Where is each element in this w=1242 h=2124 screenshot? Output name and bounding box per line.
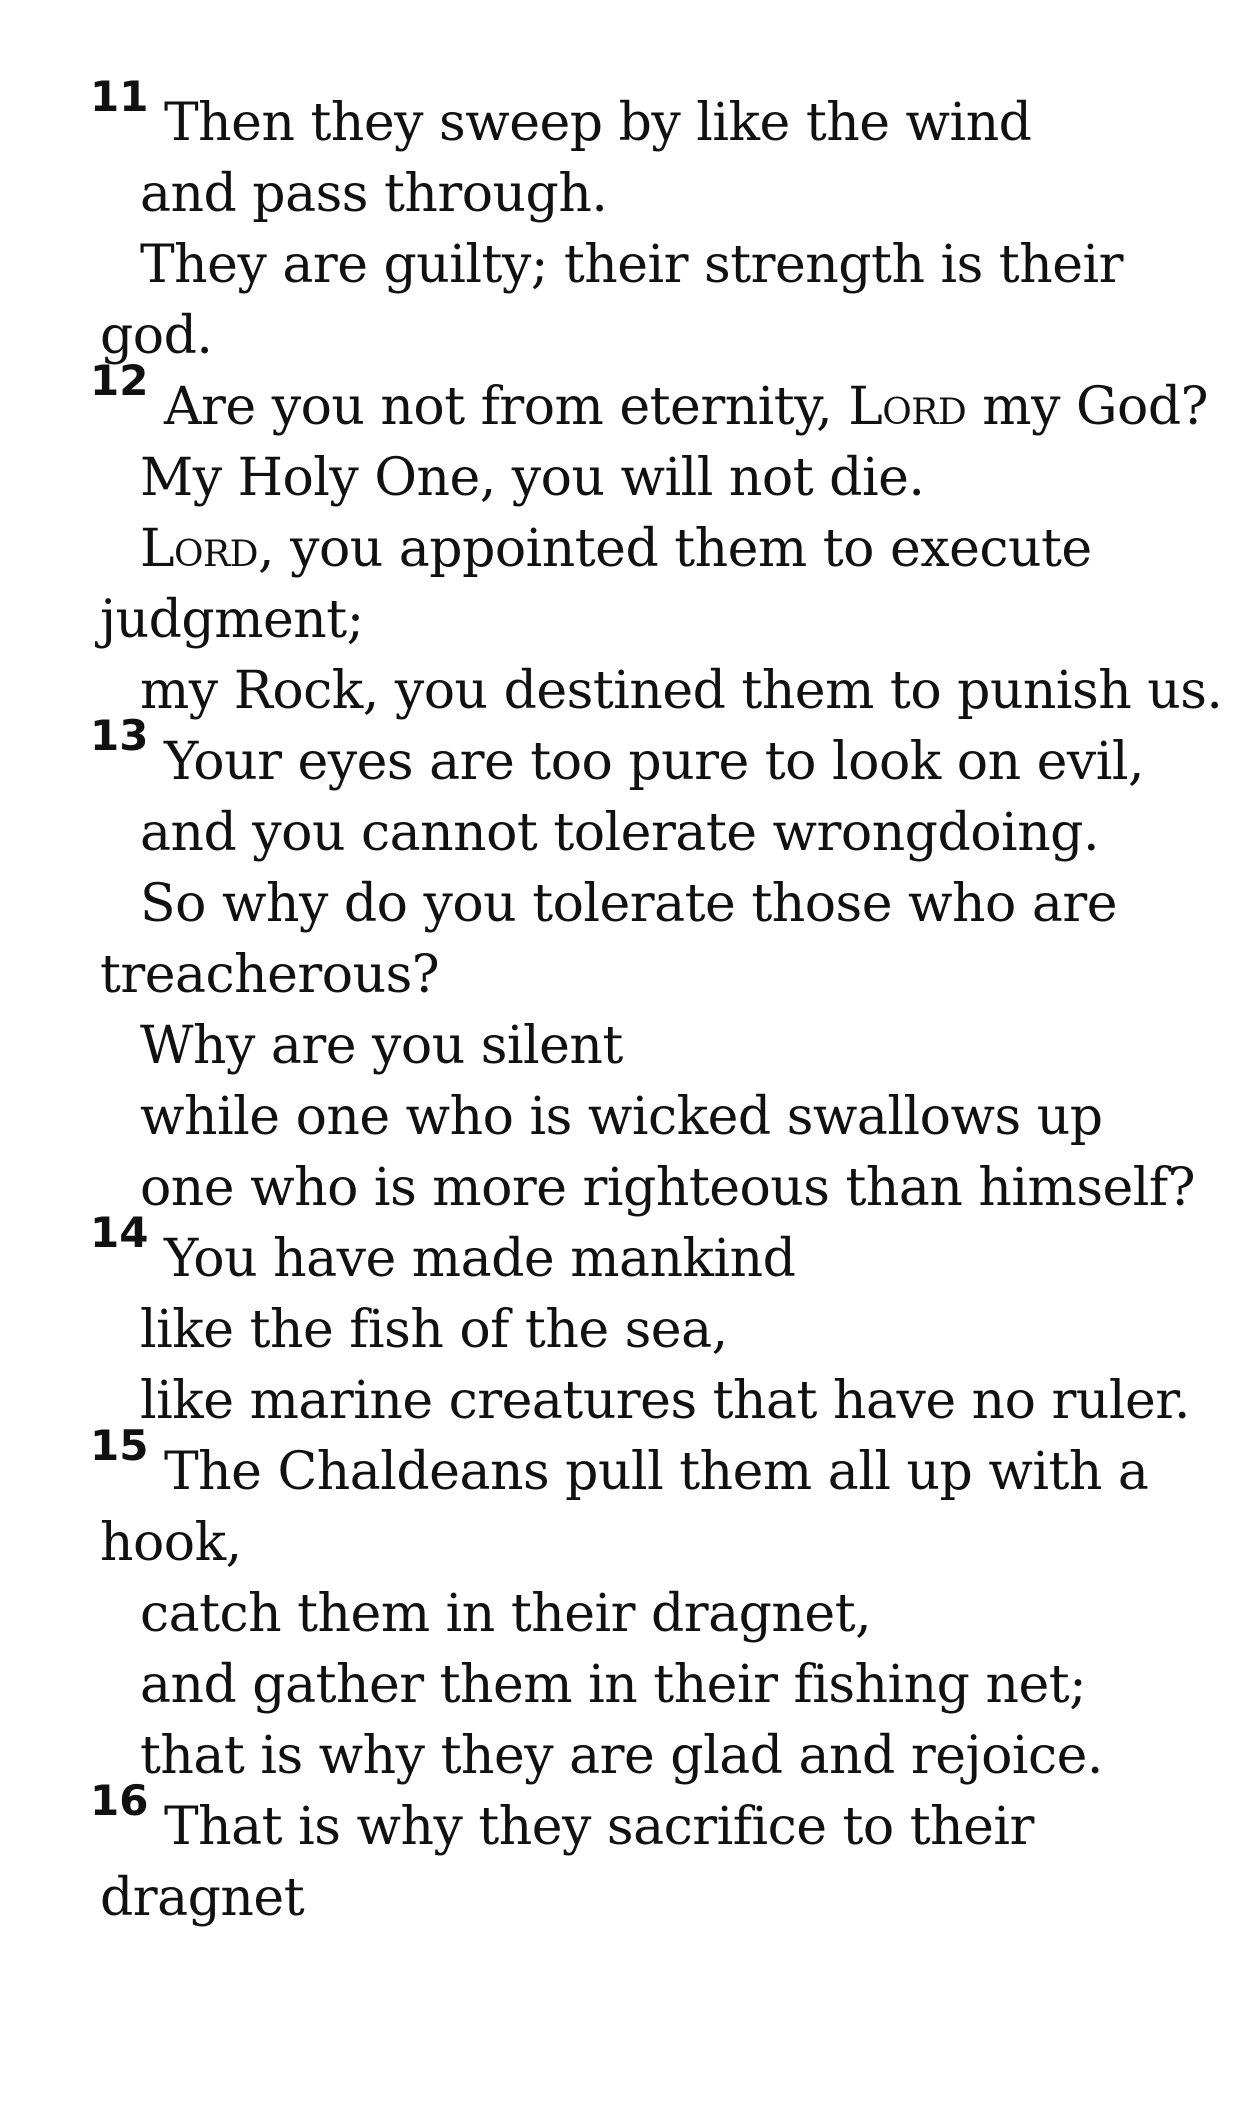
verse-line: god. (100, 306, 213, 366)
verse-16 (90, 1776, 1210, 1934)
verse-number[interactable]: 13 (90, 711, 149, 760)
divine-name-small-caps: Lord (848, 377, 967, 437)
verse-line: that is why they are glad and rejoice. (140, 1726, 1103, 1786)
verse-line: Why are you silent (140, 1016, 623, 1076)
verse-line: So why do you tolerate those who are (140, 874, 1118, 934)
verse-number[interactable]: 11 (90, 72, 149, 121)
verse-line: treacherous? (100, 945, 440, 1005)
verse-line: and you cannot tolerate wrongdoing. (140, 803, 1099, 863)
verse-13 (90, 711, 1210, 1224)
verse-number[interactable]: 15 (90, 1421, 149, 1470)
verse-line: hook, (100, 1513, 242, 1573)
line-text: Are you not from eternity, (164, 377, 849, 437)
verse-line: They are guilty; their strength is their (140, 235, 1123, 295)
verse-line: The Chaldeans pull them all up with a (164, 1442, 1149, 1502)
line-text: , you appointed them to execute (258, 519, 1092, 579)
verse-number[interactable]: 12 (90, 356, 149, 405)
divine-name-small-caps: Lord (140, 519, 259, 579)
verse-line: You have made mankind (164, 1229, 796, 1289)
verse-line: My Holy One, you will not die. (140, 448, 925, 508)
verse-line: Then they sweep by like the wind (164, 93, 1032, 153)
verse-line: dragnet (100, 1868, 305, 1928)
verse-line: like marine creatures that have no ruler. (140, 1371, 1190, 1431)
verse-line: That is why they sacrifice to their (164, 1797, 1034, 1857)
verse-line: my Rock, you destined them to punish us. (140, 661, 1223, 721)
verse-line (100, 514, 1210, 585)
verse-line: judgment; (100, 590, 364, 650)
verse-15 (90, 1421, 1210, 1792)
verse-14 (90, 1208, 1210, 1437)
scripture-passage (90, 72, 1223, 1934)
verse-line: and gather them in their fishing net; (140, 1655, 1087, 1715)
verse-line: like the fish of the sea, (140, 1300, 728, 1360)
verse-11 (90, 72, 1210, 372)
verse-line: Your eyes are too pure to look on evil, (164, 732, 1145, 792)
verse-line: while one who is wicked swallows up (140, 1087, 1103, 1147)
verse-line: and pass through. (140, 164, 608, 224)
verse-12 (90, 356, 1223, 727)
verse-number[interactable]: 14 (90, 1208, 149, 1257)
line-text: my God? (966, 377, 1209, 437)
verse-line: catch them in their dragnet, (140, 1584, 872, 1644)
verse-line (100, 372, 1210, 443)
verse-number[interactable]: 16 (90, 1776, 149, 1825)
verse-line: one who is more righteous than himself? (140, 1158, 1196, 1218)
